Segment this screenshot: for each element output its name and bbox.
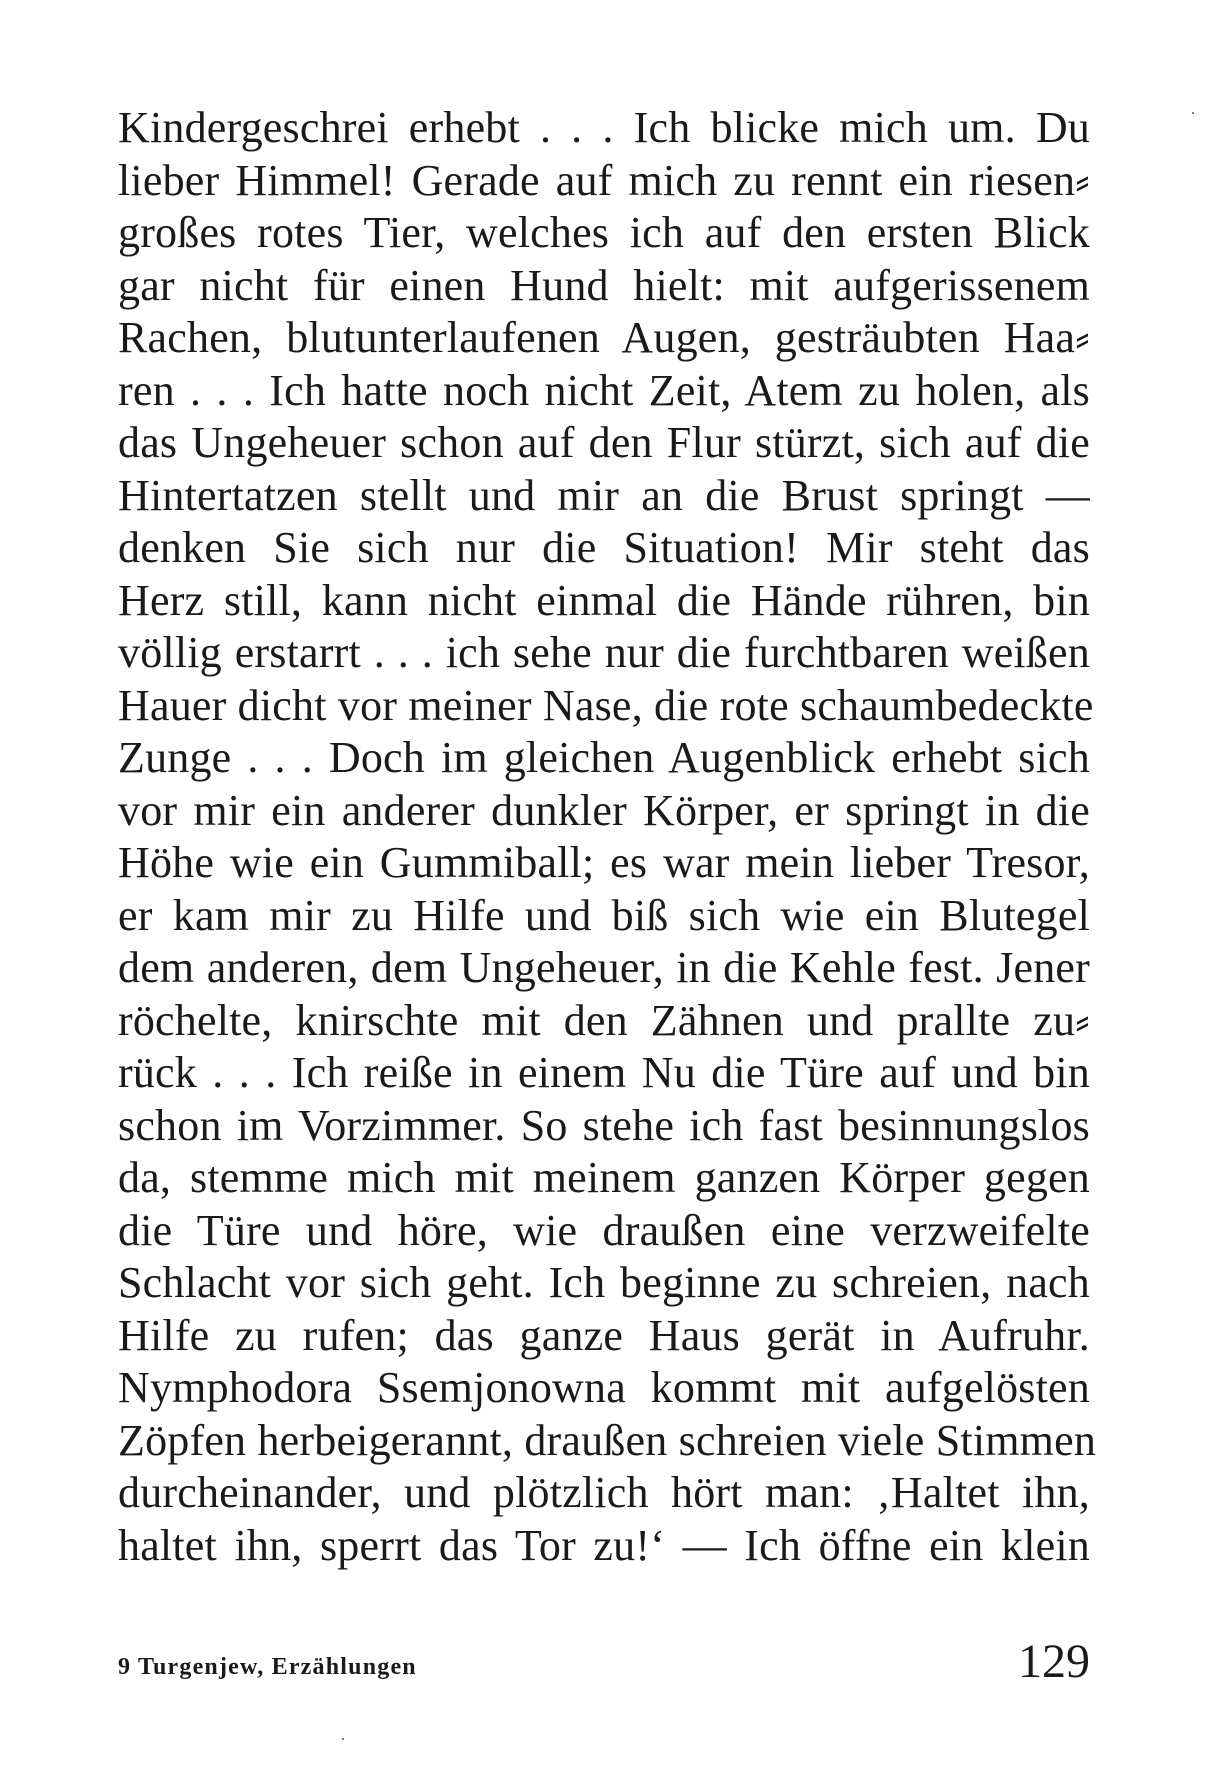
- page-number: 129: [1018, 1635, 1090, 1688]
- text-line: denken Sie sich nur die Situation! Mir steht das: [118, 523, 1090, 572]
- text-line: Höhe wie ein Gummiball; es war mein lieber Tresor,: [118, 838, 1090, 887]
- text-line: da, stemme mich mit meinem ganzen Körper gegen: [118, 1153, 1090, 1202]
- text-line: völlig erstarrt . . . ich sehe nur die furchtbaren weißen: [118, 628, 1090, 677]
- text-line: schon im Vorzimmer. So stehe ich fast besinnungslos: [118, 1100, 1090, 1150]
- text-line: großes rotes Tier, welches ich auf den ersten Blick: [118, 208, 1090, 257]
- text-line: röchelte, knirschte mit den Zähnen und prallte zu⸗: [118, 995, 1090, 1045]
- text-line: Nymphodora Ssemjonowna kommt mit aufgelösten: [118, 1363, 1090, 1412]
- text-line: Herz still, kann nicht einmal die Hände rühren, bin: [118, 575, 1090, 625]
- text-line: Hintertatzen stellt und mir an die Brust springt —: [118, 470, 1090, 520]
- text-line: ren . . . Ich hatte noch nicht Zeit, Atem zu holen, als: [118, 365, 1090, 415]
- text-line: Zunge . . . Doch im gleichen Augenblick erhebt sich: [118, 733, 1090, 782]
- scan-speck: [342, 1738, 344, 1740]
- text-line: vor mir ein anderer dunkler Körper, er springt in die: [118, 785, 1090, 835]
- text-line: Zöpfen herbeigerannt, draußen schreien viele Stimmen: [118, 1415, 1097, 1465]
- page-footer: [118, 1636, 1090, 1696]
- text-line: die Türe und höre, wie draußen eine verzweifelte: [118, 1205, 1090, 1255]
- text-line: durcheinander, und plötzlich hört man: ‚Haltet ihn,: [118, 1468, 1090, 1517]
- scan-speck: [1192, 112, 1194, 114]
- signature-mark: 9 Turgenjew, Erzählungen: [118, 1654, 417, 1680]
- text-line: Kindergeschrei erhebt . . . Ich blicke mich um. Du: [118, 103, 1090, 152]
- text-line: Hilfe zu rufen; das ganze Haus gerät in Aufruhr.: [118, 1310, 1090, 1360]
- text-line: Schlacht vor sich geht. Ich beginne zu schreien, nach: [118, 1258, 1090, 1307]
- text-line: lieber Himmel! Gerade auf mich zu rennt ein riesen⸗: [118, 155, 1090, 205]
- body-text: [118, 102, 1097, 1572]
- text-line: das Ungeheuer schon auf den Flur stürzt, sich auf die: [118, 418, 1090, 467]
- text-line: gar nicht für einen Hund hielt: mit aufgerissenem: [118, 260, 1090, 310]
- text-line: dem anderen, dem Ungeheuer, in die Kehle fest. Jener: [118, 943, 1090, 992]
- text-line: haltet ihn, sperrt das Tor zu!‘ — Ich öffne ein klein: [118, 1520, 1090, 1570]
- text-line: rück . . . Ich reiße in einem Nu die Türe auf und bin: [118, 1048, 1090, 1097]
- text-line: Hauer dicht vor meiner Nase, die rote schaumbedeckte: [118, 680, 1094, 730]
- text-line: er kam mir zu Hilfe und biß sich wie ein Blutegel: [118, 890, 1090, 940]
- text-line: Rachen, blutunterlaufenen Augen, gesträubten Haa⸗: [118, 313, 1090, 362]
